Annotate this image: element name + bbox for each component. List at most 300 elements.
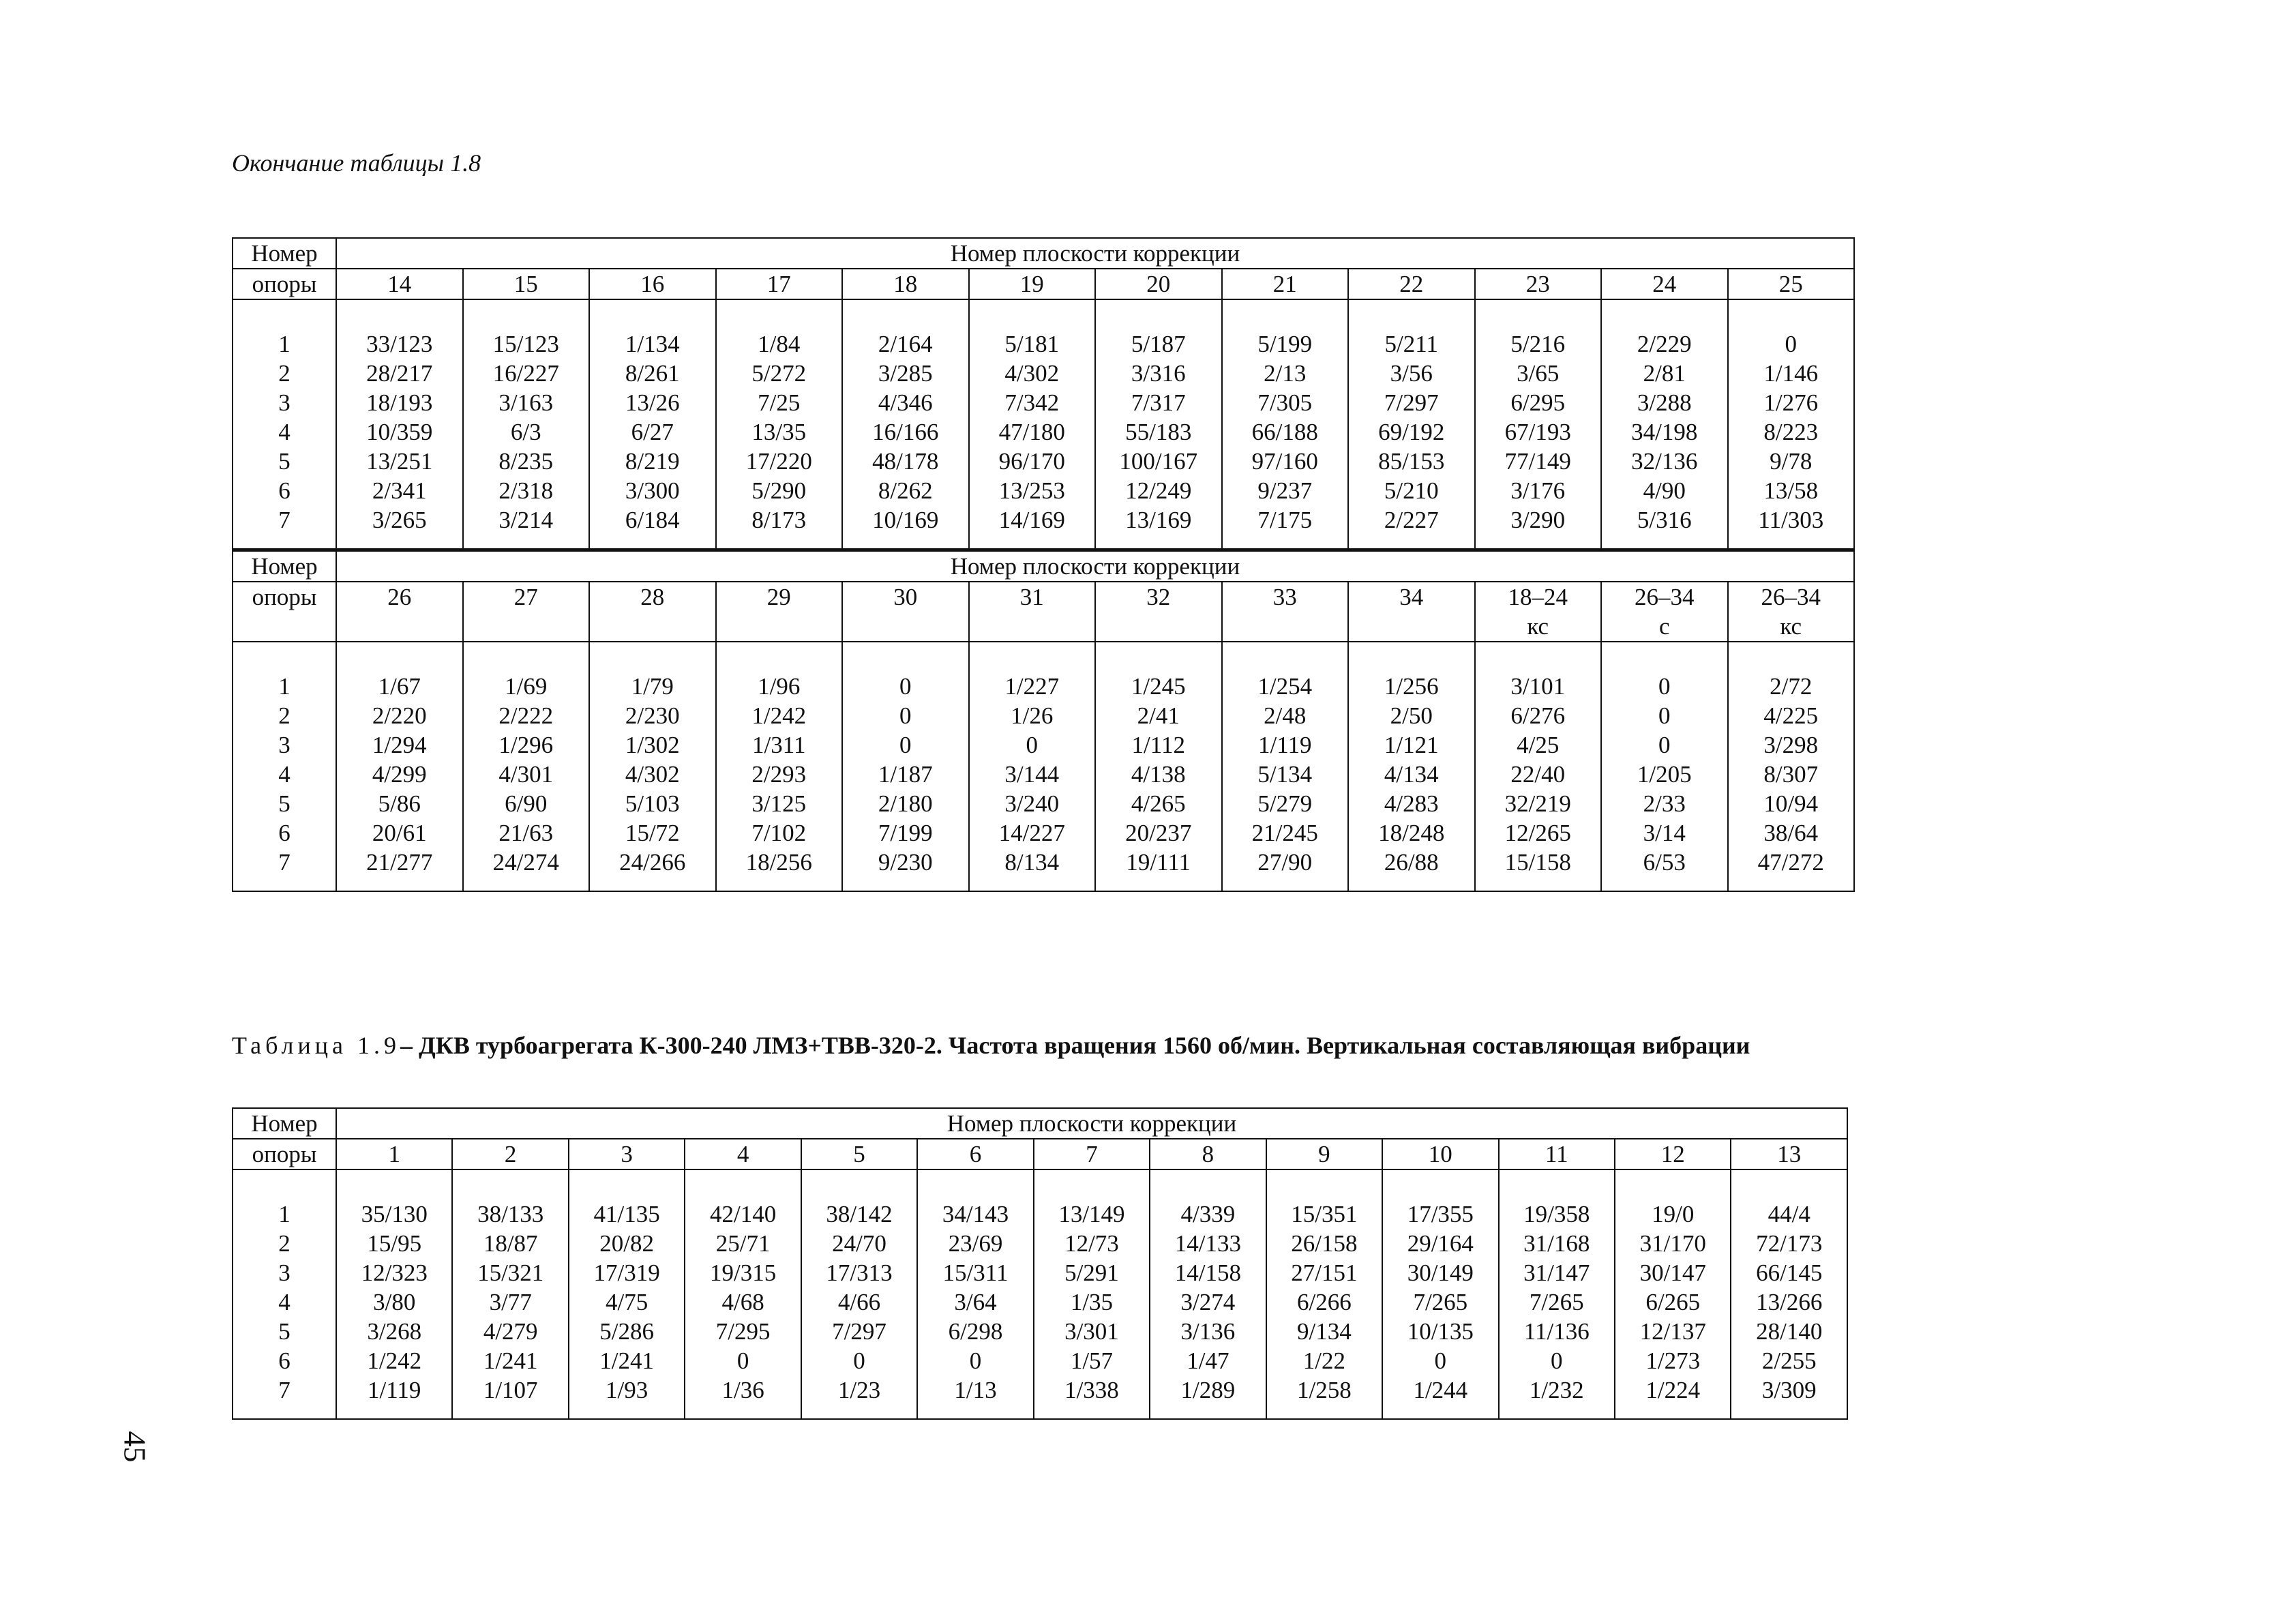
plane-values-cell	[1150, 1169, 1266, 1419]
vibration-value: 7/317	[1131, 389, 1186, 416]
vibration-value: 15/123	[492, 331, 559, 357]
vibration-value: 0	[1658, 702, 1671, 729]
vibration-value: 3/240	[1004, 790, 1060, 817]
vibration-value: 8/219	[625, 448, 680, 475]
support-number: 5	[278, 790, 290, 817]
plane-values-cell	[1348, 299, 1475, 550]
vibration-value: 2/81	[1643, 360, 1686, 387]
vibration-value: 3/285	[878, 360, 933, 387]
vibration-value: 2/41	[1137, 702, 1180, 729]
column-number	[801, 1139, 917, 1169]
support-number: 2	[278, 1230, 290, 1257]
support-number: 2	[278, 360, 290, 387]
vibration-value: 5/103	[625, 790, 680, 817]
vibration-value: 17/355	[1407, 1201, 1474, 1227]
support-numbers-cell	[233, 1169, 336, 1419]
vibration-value: 3/274	[1180, 1289, 1236, 1315]
column-number-value: 8	[1202, 1141, 1214, 1167]
vibration-value: 4/75	[606, 1289, 648, 1315]
column-number	[1222, 269, 1349, 299]
vibration-value: 96/170	[998, 448, 1065, 475]
vibration-value: 3/56	[1390, 360, 1433, 387]
vibration-value: 1/289	[1180, 1377, 1236, 1403]
vibration-value: 7/297	[832, 1318, 886, 1345]
vibration-value: 1/187	[878, 761, 933, 788]
vibration-value: 1/79	[631, 673, 674, 700]
plane-values-cell	[1731, 1169, 1847, 1419]
vibration-value: 4/66	[837, 1289, 881, 1315]
column-number	[336, 269, 463, 299]
vibration-value: 4/265	[1131, 790, 1186, 817]
column-number	[1728, 582, 1855, 642]
vibration-value: 2/220	[372, 702, 427, 729]
vibration-value: 35/130	[361, 1201, 428, 1227]
support-number: 4	[278, 761, 290, 788]
vibration-value: 6/266	[1296, 1289, 1352, 1315]
vibration-value: 13/169	[1125, 507, 1192, 533]
vibration-value: 2/72	[1770, 673, 1813, 700]
vibration-value: 2/50	[1390, 702, 1433, 729]
vibration-value: 3/309	[1761, 1377, 1817, 1403]
vibration-value: 10/135	[1407, 1318, 1474, 1345]
vibration-value: 48/178	[872, 448, 939, 475]
plane-values-cell	[589, 642, 716, 891]
table-1-9	[232, 1107, 1848, 1420]
support-number: 3	[278, 1259, 290, 1286]
vibration-value: 34/143	[942, 1201, 1009, 1227]
vibration-value: 19/111	[1126, 849, 1191, 876]
plane-values-cell	[463, 642, 590, 891]
vibration-value: 14/158	[1174, 1259, 1242, 1286]
column-number-value: 20	[1146, 271, 1171, 297]
vibration-value: 3/64	[954, 1289, 997, 1315]
vibration-value: 31/147	[1523, 1259, 1590, 1286]
vibration-value: 85/153	[1378, 448, 1445, 475]
support-number: 3	[278, 389, 290, 416]
vibration-value: 1/35	[1070, 1289, 1114, 1315]
data-block-row	[233, 642, 1854, 891]
vibration-value: 7/25	[758, 389, 801, 416]
vibration-value: 29/164	[1407, 1230, 1474, 1257]
column-number-value: 32	[1146, 584, 1171, 610]
vibration-value: 2/293	[751, 761, 807, 788]
column-number	[917, 1139, 1033, 1169]
vibration-value: 6/276	[1510, 702, 1566, 729]
vibration-value: 21/245	[1251, 820, 1318, 846]
vibration-value: 1/23	[837, 1377, 881, 1403]
column-number-value: 21	[1272, 271, 1297, 297]
vibration-value: 41/135	[593, 1201, 660, 1227]
column-number	[336, 1139, 452, 1169]
vibration-value: 18/256	[745, 849, 812, 876]
vibration-value: 2/33	[1643, 790, 1686, 817]
vibration-value: 1/256	[1384, 673, 1439, 700]
vibration-value: 19/358	[1523, 1201, 1590, 1227]
plane-values-cell	[452, 1169, 568, 1419]
column-number-value: 16	[640, 271, 665, 297]
support-header-bottom: опоры	[233, 1139, 336, 1169]
vibration-value: 4/302	[625, 761, 680, 788]
vibration-value: 1/302	[625, 732, 680, 758]
support-number: 3	[278, 732, 290, 758]
vibration-value: 13/266	[1756, 1289, 1823, 1315]
vibration-value: 24/70	[832, 1230, 886, 1257]
column-number-row	[233, 269, 1854, 299]
vibration-value: 17/319	[593, 1259, 660, 1286]
vibration-value: 1/227	[1004, 673, 1060, 700]
vibration-value: 5/211	[1384, 331, 1438, 357]
vibration-value: 21/277	[366, 849, 433, 876]
table-1-9-caption	[232, 1031, 1750, 1060]
vibration-value: 12/265	[1504, 820, 1571, 846]
table-1-9-title: – ДКВ турбоагрегата К-300-240 ЛМЗ+ТВВ-320-2. Частота вращения 1560 об/мин. Вертикальная составляющая вибрации	[400, 1032, 1750, 1059]
column-number-value: 28	[640, 584, 665, 610]
vibration-value: 6/184	[625, 507, 680, 533]
vibration-value: 1/119	[1258, 732, 1312, 758]
vibration-value: 42/140	[709, 1201, 777, 1227]
vibration-value: 3/214	[498, 507, 554, 533]
vibration-value: 31/168	[1523, 1230, 1590, 1257]
support-number: 2	[278, 702, 290, 729]
vibration-value: 8/261	[625, 360, 680, 387]
vibration-value: 10/359	[366, 419, 433, 445]
vibration-value: 4/299	[372, 761, 427, 788]
vibration-value: 8/134	[1004, 849, 1060, 876]
vibration-value: 18/193	[366, 389, 433, 416]
support-number: 7	[278, 507, 290, 533]
vibration-value: 100/167	[1119, 448, 1198, 475]
column-number-value: 25	[1778, 271, 1803, 297]
vibration-value: 28/140	[1756, 1318, 1823, 1345]
vibration-value: 4/339	[1180, 1201, 1236, 1227]
vibration-value: 13/58	[1763, 477, 1819, 504]
column-number-value: 2	[504, 1141, 517, 1167]
vibration-value: 69/192	[1378, 419, 1445, 445]
vibration-value: 8/307	[1763, 761, 1819, 788]
column-number	[463, 269, 590, 299]
vibration-value: 4/283	[1384, 790, 1439, 817]
support-number: 7	[278, 1377, 290, 1403]
column-number-value: 23	[1525, 271, 1550, 297]
support-number: 1	[278, 673, 290, 700]
column-number	[1475, 582, 1602, 642]
vibration-value: 97/160	[1251, 448, 1318, 475]
column-number-value: 24	[1652, 271, 1677, 297]
vibration-value: 1/273	[1645, 1347, 1701, 1374]
column-number	[1601, 269, 1728, 299]
column-number-value: 18	[893, 271, 918, 297]
support-header-top: Номер	[233, 1108, 336, 1139]
vibration-value: 16/166	[872, 419, 939, 445]
vibration-value: 3/300	[625, 477, 680, 504]
vibration-value: 5/272	[751, 360, 807, 387]
vibration-value: 1/119	[368, 1377, 421, 1403]
column-number	[463, 582, 590, 642]
plane-values-cell	[1348, 642, 1475, 891]
column-number-value: 30	[893, 584, 918, 610]
vibration-value: 19/0	[1652, 1201, 1695, 1227]
vibration-value: 5/216	[1510, 331, 1566, 357]
vibration-value: 19/315	[709, 1259, 777, 1286]
plane-header: Номер плоскости коррекции	[336, 1108, 1847, 1139]
data-block-row	[233, 299, 1854, 550]
vibration-value: 1/13	[954, 1377, 997, 1403]
vibration-value: 0	[969, 1347, 982, 1374]
vibration-value: 0	[853, 1347, 865, 1374]
vibration-value: 3/301	[1064, 1318, 1119, 1345]
column-number	[842, 269, 969, 299]
column-number-value: 31	[1019, 584, 1044, 610]
plane-values-cell	[969, 642, 1096, 891]
vibration-value: 1/47	[1187, 1347, 1229, 1374]
support-number: 5	[278, 448, 290, 475]
column-number-value: 13	[1777, 1141, 1802, 1167]
vibration-value: 2/164	[878, 331, 933, 357]
vibration-value: 3/163	[498, 389, 554, 416]
column-number	[1150, 1139, 1266, 1169]
column-number	[1222, 582, 1349, 642]
column-number-value: 22	[1399, 271, 1424, 297]
column-number-value: 27	[513, 584, 538, 610]
column-number-value: 5	[853, 1141, 865, 1167]
vibration-value: 4/225	[1763, 702, 1819, 729]
column-number	[1728, 269, 1855, 299]
support-header-bottom: опоры	[233, 269, 336, 299]
column-number-value: 6	[969, 1141, 982, 1167]
vibration-value: 2/229	[1637, 331, 1692, 357]
vibration-value: 27/151	[1291, 1259, 1358, 1286]
vibration-value: 13/253	[998, 477, 1065, 504]
vibration-value: 2/48	[1264, 702, 1307, 729]
plane-values-cell	[685, 1169, 801, 1419]
plane-values-cell	[336, 299, 463, 550]
support-number: 4	[278, 419, 290, 445]
vibration-value: 0	[899, 673, 912, 700]
column-number-value: 4	[736, 1141, 749, 1167]
vibration-value: 1/258	[1296, 1377, 1352, 1403]
vibration-value: 1/69	[505, 673, 548, 700]
vibration-value: 15/72	[625, 820, 680, 846]
vibration-value: 26/88	[1384, 849, 1439, 876]
vibration-value: 1/121	[1384, 732, 1439, 758]
vibration-value: 6/3	[510, 419, 541, 445]
vibration-value: 44/4	[1768, 1201, 1810, 1227]
table-1-8	[232, 237, 1855, 892]
plane-header: Номер плоскости коррекции	[336, 550, 1854, 582]
vibration-value: 1/245	[1131, 673, 1186, 700]
column-number-row	[233, 1139, 1847, 1169]
vibration-value: 7/265	[1529, 1289, 1584, 1315]
column-number	[452, 1139, 568, 1169]
vibration-value: 13/26	[625, 389, 680, 416]
vibration-value: 22/40	[1510, 761, 1566, 788]
vibration-value: 38/64	[1763, 820, 1819, 846]
vibration-value: 66/145	[1756, 1259, 1823, 1286]
vibration-value: 0	[899, 732, 912, 758]
vibration-value: 9/78	[1770, 448, 1813, 475]
column-number-value: 15	[513, 271, 538, 297]
vibration-value: 7/305	[1257, 389, 1313, 416]
vibration-value: 1/241	[483, 1347, 538, 1374]
support-number: 5	[278, 1318, 290, 1345]
vibration-value: 11/136	[1523, 1318, 1590, 1345]
plane-values-cell	[1034, 1169, 1150, 1419]
column-number	[716, 582, 843, 642]
support-number: 6	[278, 1347, 290, 1374]
support-number: 6	[278, 820, 290, 846]
column-subscript: кс	[1780, 613, 1802, 640]
column-number	[1348, 582, 1475, 642]
vibration-value: 4/301	[498, 761, 554, 788]
vibration-value: 1/134	[625, 331, 680, 357]
plane-values-cell	[716, 299, 843, 550]
vibration-value: 0	[1658, 673, 1671, 700]
vibration-value: 9/134	[1296, 1318, 1352, 1345]
vibration-value: 21/63	[498, 820, 554, 846]
vibration-value: 8/262	[878, 477, 933, 504]
vibration-value: 25/71	[715, 1230, 771, 1257]
vibration-value: 4/138	[1131, 761, 1186, 788]
vibration-value: 18/87	[483, 1230, 538, 1257]
column-number	[1731, 1139, 1847, 1169]
vibration-value: 5/134	[1257, 761, 1313, 788]
header-row	[233, 238, 1854, 269]
vibration-value: 1/146	[1763, 360, 1819, 387]
vibration-value: 1/107	[483, 1377, 538, 1403]
vibration-value: 1/93	[606, 1377, 648, 1403]
vibration-value: 77/149	[1504, 448, 1571, 475]
vibration-value: 14/133	[1174, 1230, 1242, 1257]
vibration-value: 3/80	[373, 1289, 416, 1315]
vibration-value: 38/142	[826, 1201, 893, 1227]
column-number-value: 10	[1428, 1141, 1452, 1167]
vibration-value: 3/136	[1180, 1318, 1236, 1345]
vibration-value: 12/137	[1639, 1318, 1706, 1345]
vibration-value: 10/94	[1763, 790, 1819, 817]
vibration-value: 5/181	[1004, 331, 1060, 357]
vibration-value: 5/210	[1384, 477, 1439, 504]
vibration-value: 1/36	[721, 1377, 764, 1403]
vibration-value: 0	[1551, 1347, 1563, 1374]
vibration-value: 5/316	[1637, 507, 1692, 533]
vibration-value: 8/173	[751, 507, 807, 533]
data-block-row	[233, 1169, 1847, 1419]
column-number	[589, 269, 716, 299]
column-number	[1382, 1139, 1498, 1169]
vibration-value: 1/242	[751, 702, 807, 729]
vibration-value: 7/265	[1413, 1289, 1468, 1315]
column-number	[1499, 1139, 1615, 1169]
header-row	[233, 550, 1854, 582]
vibration-value: 1/96	[758, 673, 801, 700]
plane-values-cell	[842, 299, 969, 550]
vibration-value: 0	[899, 702, 912, 729]
vibration-value: 8/223	[1763, 419, 1819, 445]
vibration-value: 33/123	[366, 331, 433, 357]
vibration-value: 32/219	[1504, 790, 1571, 817]
plane-values-cell	[463, 299, 590, 550]
plane-values-cell	[1382, 1169, 1498, 1419]
column-number	[1348, 269, 1475, 299]
vibration-value: 4/279	[483, 1318, 538, 1345]
vibration-value: 1/254	[1257, 673, 1313, 700]
column-number	[1095, 582, 1222, 642]
column-number	[1601, 582, 1728, 642]
column-number-value: 7	[1086, 1141, 1098, 1167]
vibration-value: 3/298	[1763, 732, 1819, 758]
vibration-value: 5/290	[751, 477, 807, 504]
plane-values-cell	[917, 1169, 1033, 1419]
vibration-value: 1/242	[367, 1347, 422, 1374]
vibration-value: 18/248	[1378, 820, 1445, 846]
vibration-value: 3/144	[1004, 761, 1060, 788]
vibration-value: 3/65	[1517, 360, 1560, 387]
vibration-value: 0	[1658, 732, 1671, 758]
plane-values-cell	[1222, 642, 1349, 891]
vibration-value: 1/232	[1529, 1377, 1584, 1403]
vibration-value: 14/227	[998, 820, 1065, 846]
vibration-value: 1/311	[752, 732, 806, 758]
plane-values-cell	[1499, 1169, 1615, 1419]
column-number-value: 9	[1318, 1141, 1330, 1167]
plane-values-cell	[842, 642, 969, 891]
column-number	[1095, 269, 1222, 299]
vibration-value: 8/235	[498, 448, 554, 475]
vibration-value: 1/57	[1070, 1347, 1114, 1374]
plane-values-cell	[1475, 299, 1602, 550]
vibration-value: 38/133	[477, 1201, 544, 1227]
plane-values-cell	[569, 1169, 685, 1419]
vibration-value: 6/27	[631, 419, 674, 445]
vibration-value: 72/173	[1756, 1230, 1823, 1257]
vibration-value: 20/61	[372, 820, 427, 846]
vibration-value: 4/302	[1004, 360, 1060, 387]
column-number-value: 12	[1660, 1141, 1685, 1167]
column-number-value: 19	[1019, 271, 1044, 297]
vibration-value: 13/251	[366, 448, 433, 475]
column-number-value: 14	[387, 271, 412, 297]
vibration-value: 7/175	[1257, 507, 1313, 533]
vibration-value: 4/134	[1384, 761, 1439, 788]
plane-values-cell	[589, 299, 716, 550]
vibration-value: 2/230	[625, 702, 680, 729]
vibration-value: 3/265	[372, 507, 427, 533]
page-number: 45	[117, 1431, 153, 1463]
vibration-value: 12/323	[361, 1259, 428, 1286]
support-header-bottom: опоры	[233, 582, 336, 642]
vibration-value: 3/125	[751, 790, 807, 817]
vibration-value: 6/295	[1510, 389, 1566, 416]
support-number: 6	[278, 477, 290, 504]
vibration-value: 30/149	[1407, 1259, 1474, 1286]
vibration-value: 47/180	[998, 419, 1065, 445]
column-number	[685, 1139, 801, 1169]
plane-values-cell	[1095, 642, 1222, 891]
vibration-value: 3/316	[1131, 360, 1186, 387]
vibration-value: 9/230	[878, 849, 933, 876]
column-subscript: с	[1658, 613, 1670, 640]
column-number	[1266, 1139, 1382, 1169]
support-header-top: Номер	[233, 550, 336, 582]
vibration-value: 13/149	[1058, 1201, 1125, 1227]
vibration-value: 11/303	[1758, 507, 1824, 533]
support-number: 4	[278, 1289, 290, 1315]
column-number-value: 1	[388, 1141, 400, 1167]
column-subscript: кс	[1527, 613, 1549, 640]
vibration-value: 6/265	[1645, 1289, 1701, 1315]
column-number	[1615, 1139, 1731, 1169]
vibration-value: 0	[1434, 1347, 1447, 1374]
